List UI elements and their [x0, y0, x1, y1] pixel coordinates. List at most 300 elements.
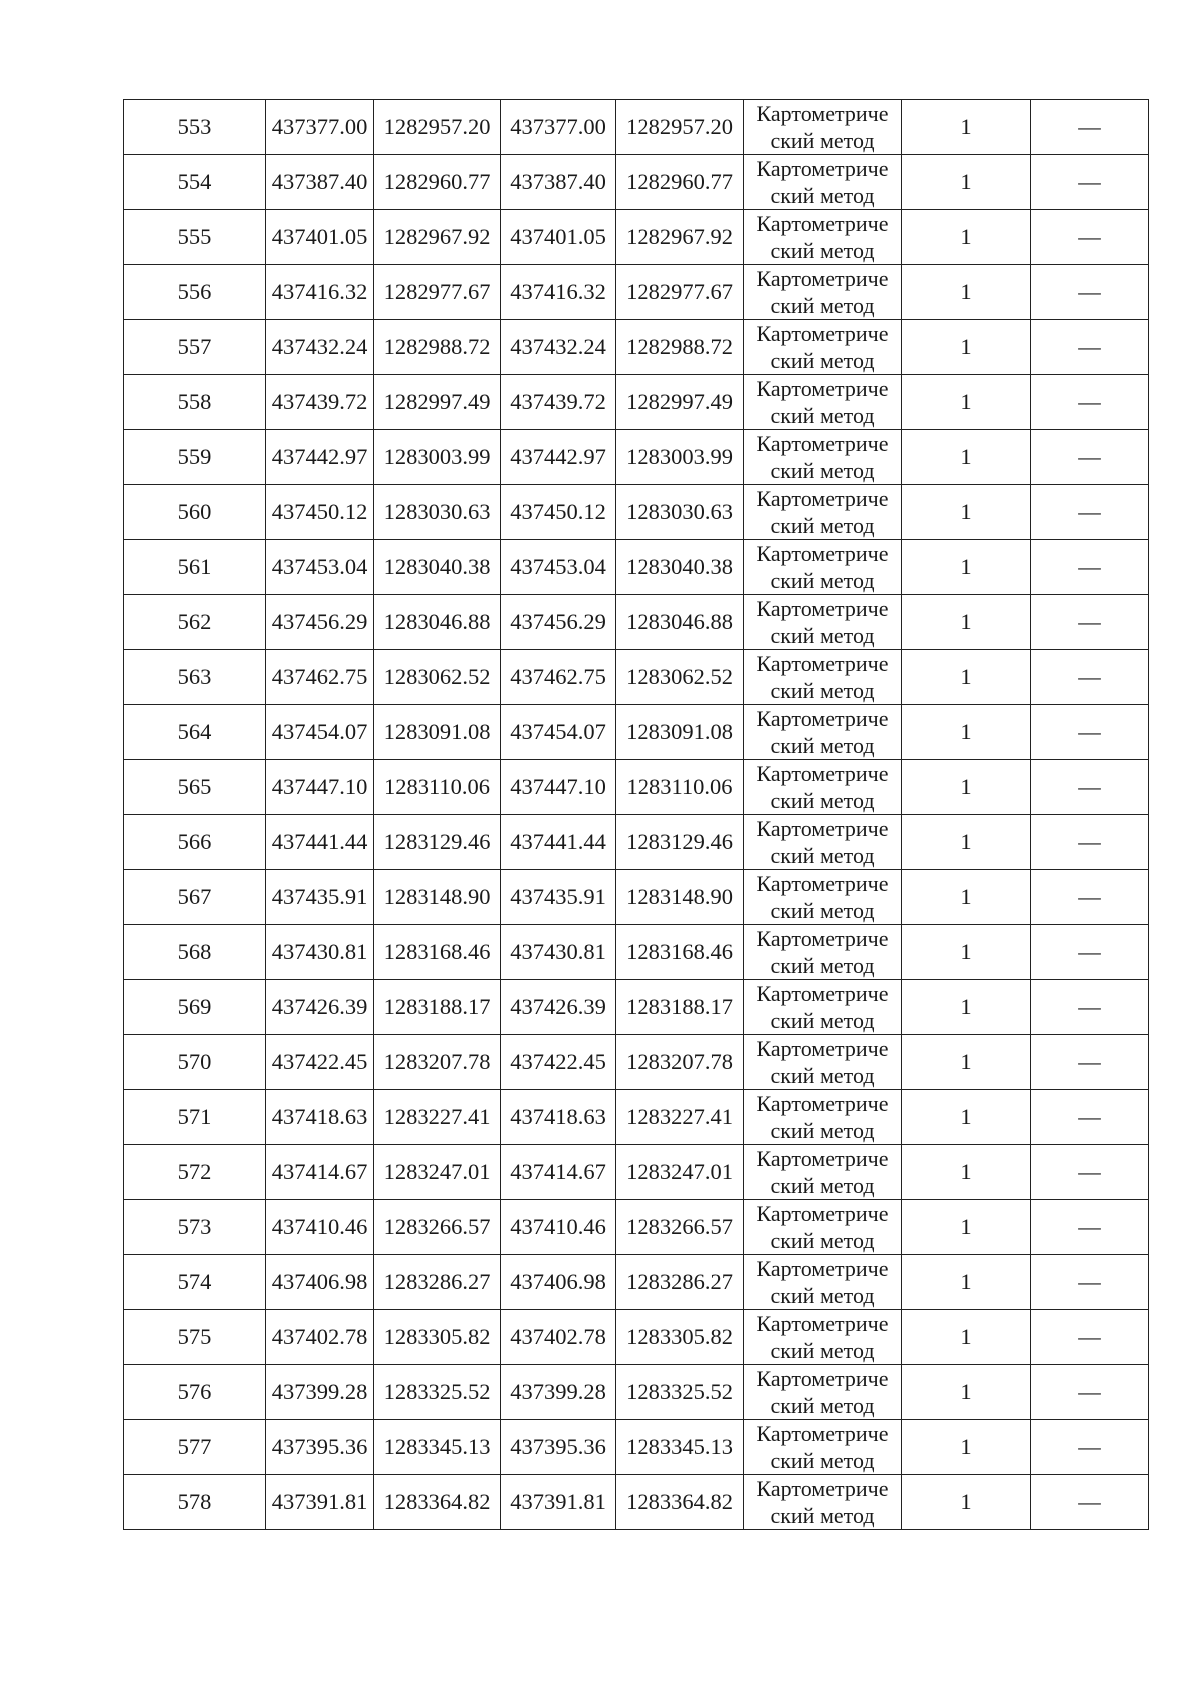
description-cell	[1031, 980, 1149, 1035]
table-row	[124, 870, 1149, 925]
existing-y-cell: 1283040.38	[374, 540, 501, 595]
method-line-1: Картометриче	[756, 1146, 889, 1171]
table-row	[124, 1475, 1149, 1530]
point-number-cell: 566	[124, 815, 266, 870]
method-line-2: ский метод	[770, 1283, 875, 1308]
description-cell	[1031, 815, 1149, 870]
coordinates-table-body	[124, 100, 1149, 1530]
new-y-cell: 1283110.06	[616, 760, 744, 815]
accuracy-cell: 1	[902, 705, 1031, 760]
new-x-cell: 437435.91	[501, 870, 616, 925]
existing-y-cell: 1283247.01	[374, 1145, 501, 1200]
table-row	[124, 155, 1149, 210]
accuracy-cell: 1	[902, 1255, 1031, 1310]
new-y-cell: 1283148.90	[616, 870, 744, 925]
accuracy-cell: 1	[902, 100, 1031, 155]
method-cell	[744, 1090, 902, 1145]
existing-x-cell: 437430.81	[266, 925, 374, 980]
new-y-cell: 1283247.01	[616, 1145, 744, 1200]
method-line-2: ский метод	[770, 788, 875, 813]
table-row	[124, 1200, 1149, 1255]
method-line-1: Картометриче	[756, 541, 889, 566]
point-number-cell: 572	[124, 1145, 266, 1200]
existing-x-cell: 437426.39	[266, 980, 374, 1035]
new-x-cell: 437395.36	[501, 1420, 616, 1475]
method-line-1: Картометриче	[756, 321, 889, 346]
description-cell	[1031, 1145, 1149, 1200]
method-cell	[744, 1200, 902, 1255]
description-cell	[1031, 1475, 1149, 1530]
description-dash: —	[1078, 829, 1101, 854]
existing-x-cell: 437377.00	[266, 100, 374, 155]
method-cell	[744, 870, 902, 925]
method-line-1: Картометриче	[756, 376, 889, 401]
method-cell	[744, 1145, 902, 1200]
table-row	[124, 760, 1149, 815]
accuracy-cell: 1	[902, 1145, 1031, 1200]
table-row	[124, 980, 1149, 1035]
existing-y-cell: 1283325.52	[374, 1365, 501, 1420]
description-cell	[1031, 760, 1149, 815]
point-number-cell: 564	[124, 705, 266, 760]
method-cell	[744, 1035, 902, 1090]
method-line-1: Картометриче	[756, 871, 889, 896]
accuracy-cell: 1	[902, 925, 1031, 980]
method-cell	[744, 485, 902, 540]
table-row	[124, 1035, 1149, 1090]
method-line-2: ский метод	[770, 1448, 875, 1473]
new-x-cell: 437441.44	[501, 815, 616, 870]
new-y-cell: 1283062.52	[616, 650, 744, 705]
method-line-1: Картометриче	[756, 156, 889, 181]
method-line-1: Картометриче	[756, 1476, 889, 1501]
description-cell	[1031, 870, 1149, 925]
existing-y-cell: 1283168.46	[374, 925, 501, 980]
method-line-2: ский метод	[770, 623, 875, 648]
method-line-2: ский метод	[770, 1173, 875, 1198]
description-dash: —	[1078, 224, 1101, 249]
method-line-1: Картометриче	[756, 981, 889, 1006]
existing-x-cell: 437406.98	[266, 1255, 374, 1310]
method-cell	[744, 375, 902, 430]
existing-x-cell: 437391.81	[266, 1475, 374, 1530]
new-x-cell: 437439.72	[501, 375, 616, 430]
new-x-cell: 437399.28	[501, 1365, 616, 1420]
existing-x-cell: 437387.40	[266, 155, 374, 210]
description-dash: —	[1078, 719, 1101, 744]
method-line-2: ский метод	[770, 843, 875, 868]
method-line-1: Картометриче	[756, 1091, 889, 1116]
existing-x-cell: 437450.12	[266, 485, 374, 540]
point-number-cell: 575	[124, 1310, 266, 1365]
point-number-cell: 567	[124, 870, 266, 925]
new-x-cell: 437410.46	[501, 1200, 616, 1255]
accuracy-cell: 1	[902, 980, 1031, 1035]
method-line-1: Картометриче	[756, 651, 889, 676]
existing-y-cell: 1283305.82	[374, 1310, 501, 1365]
existing-x-cell: 437435.91	[266, 870, 374, 925]
existing-y-cell: 1283062.52	[374, 650, 501, 705]
new-x-cell: 437401.05	[501, 210, 616, 265]
existing-x-cell: 437418.63	[266, 1090, 374, 1145]
existing-x-cell: 437456.29	[266, 595, 374, 650]
new-y-cell: 1283364.82	[616, 1475, 744, 1530]
existing-x-cell: 437401.05	[266, 210, 374, 265]
existing-y-cell: 1282977.67	[374, 265, 501, 320]
table-row	[124, 485, 1149, 540]
existing-y-cell: 1283227.41	[374, 1090, 501, 1145]
method-cell	[744, 650, 902, 705]
table-row	[124, 210, 1149, 265]
accuracy-cell: 1	[902, 1035, 1031, 1090]
new-x-cell: 437426.39	[501, 980, 616, 1035]
new-x-cell: 437422.45	[501, 1035, 616, 1090]
description-cell	[1031, 430, 1149, 485]
table-row	[124, 540, 1149, 595]
new-y-cell: 1283188.17	[616, 980, 744, 1035]
new-x-cell: 437391.81	[501, 1475, 616, 1530]
accuracy-cell: 1	[902, 650, 1031, 705]
new-y-cell: 1282997.49	[616, 375, 744, 430]
point-number-cell: 560	[124, 485, 266, 540]
point-number-cell: 562	[124, 595, 266, 650]
description-dash: —	[1078, 114, 1101, 139]
description-cell	[1031, 705, 1149, 760]
point-number-cell: 577	[124, 1420, 266, 1475]
method-cell	[744, 540, 902, 595]
method-line-1: Картометриче	[756, 596, 889, 621]
method-line-2: ский метод	[770, 293, 875, 318]
description-cell	[1031, 155, 1149, 210]
existing-x-cell: 437399.28	[266, 1365, 374, 1420]
new-x-cell: 437432.24	[501, 320, 616, 375]
existing-y-cell: 1283364.82	[374, 1475, 501, 1530]
existing-x-cell: 437410.46	[266, 1200, 374, 1255]
description-dash: —	[1078, 334, 1101, 359]
new-y-cell: 1283266.57	[616, 1200, 744, 1255]
method-cell	[744, 1365, 902, 1420]
accuracy-cell: 1	[902, 540, 1031, 595]
method-line-1: Картометриче	[756, 1311, 889, 1336]
new-y-cell: 1283207.78	[616, 1035, 744, 1090]
existing-x-cell: 437422.45	[266, 1035, 374, 1090]
description-dash: —	[1078, 1489, 1101, 1514]
new-y-cell: 1283046.88	[616, 595, 744, 650]
method-cell	[744, 815, 902, 870]
method-line-2: ский метод	[770, 568, 875, 593]
point-number-cell: 574	[124, 1255, 266, 1310]
accuracy-cell: 1	[902, 210, 1031, 265]
description-dash: —	[1078, 664, 1101, 689]
new-y-cell: 1282957.20	[616, 100, 744, 155]
existing-y-cell: 1283286.27	[374, 1255, 501, 1310]
description-cell	[1031, 485, 1149, 540]
point-number-cell: 561	[124, 540, 266, 595]
description-dash: —	[1078, 554, 1101, 579]
table-row	[124, 705, 1149, 760]
new-y-cell: 1283091.08	[616, 705, 744, 760]
method-cell	[744, 100, 902, 155]
method-cell	[744, 1255, 902, 1310]
new-y-cell: 1283227.41	[616, 1090, 744, 1145]
method-line-1: Картометриче	[756, 706, 889, 731]
new-y-cell: 1283129.46	[616, 815, 744, 870]
description-cell	[1031, 1255, 1149, 1310]
point-number-cell: 578	[124, 1475, 266, 1530]
new-x-cell: 437430.81	[501, 925, 616, 980]
existing-y-cell: 1283266.57	[374, 1200, 501, 1255]
point-number-cell: 555	[124, 210, 266, 265]
description-dash: —	[1078, 1214, 1101, 1239]
method-line-2: ский метод	[770, 953, 875, 978]
description-cell	[1031, 540, 1149, 595]
accuracy-cell: 1	[902, 760, 1031, 815]
point-number-cell: 557	[124, 320, 266, 375]
method-line-2: ский метод	[770, 1338, 875, 1363]
method-line-1: Картометриче	[756, 816, 889, 841]
existing-x-cell: 437395.36	[266, 1420, 374, 1475]
method-line-1: Картометриче	[756, 211, 889, 236]
method-cell	[744, 210, 902, 265]
existing-x-cell: 437414.67	[266, 1145, 374, 1200]
method-line-2: ский метод	[770, 733, 875, 758]
table-row	[124, 650, 1149, 705]
existing-y-cell: 1283345.13	[374, 1420, 501, 1475]
method-line-2: ский метод	[770, 1503, 875, 1528]
new-y-cell: 1282967.92	[616, 210, 744, 265]
table-row	[124, 1365, 1149, 1420]
method-cell	[744, 980, 902, 1035]
new-y-cell: 1283168.46	[616, 925, 744, 980]
accuracy-cell: 1	[902, 1090, 1031, 1145]
description-cell	[1031, 1420, 1149, 1475]
method-cell	[744, 430, 902, 485]
accuracy-cell: 1	[902, 1475, 1031, 1530]
description-cell	[1031, 375, 1149, 430]
method-line-2: ский метод	[770, 1228, 875, 1253]
description-dash: —	[1078, 774, 1101, 799]
method-line-1: Картометриче	[756, 431, 889, 456]
description-dash: —	[1078, 444, 1101, 469]
description-cell	[1031, 320, 1149, 375]
new-x-cell: 437456.29	[501, 595, 616, 650]
description-cell	[1031, 595, 1149, 650]
accuracy-cell: 1	[902, 485, 1031, 540]
method-cell	[744, 760, 902, 815]
method-cell	[744, 265, 902, 320]
existing-y-cell: 1282960.77	[374, 155, 501, 210]
new-x-cell: 437450.12	[501, 485, 616, 540]
description-dash: —	[1078, 939, 1101, 964]
existing-y-cell: 1283030.63	[374, 485, 501, 540]
description-cell	[1031, 100, 1149, 155]
existing-y-cell: 1283110.06	[374, 760, 501, 815]
method-line-2: ский метод	[770, 1393, 875, 1418]
existing-x-cell: 437432.24	[266, 320, 374, 375]
table-row	[124, 320, 1149, 375]
table-row	[124, 925, 1149, 980]
table-row	[124, 595, 1149, 650]
method-line-1: Картометриче	[756, 761, 889, 786]
method-line-2: ский метод	[770, 458, 875, 483]
new-x-cell: 437416.32	[501, 265, 616, 320]
existing-x-cell: 437442.97	[266, 430, 374, 485]
description-dash: —	[1078, 279, 1101, 304]
existing-y-cell: 1283188.17	[374, 980, 501, 1035]
table-row	[124, 100, 1149, 155]
method-line-1: Картометриче	[756, 1421, 889, 1446]
method-line-1: Картометриче	[756, 266, 889, 291]
existing-y-cell: 1282997.49	[374, 375, 501, 430]
point-number-cell: 558	[124, 375, 266, 430]
description-cell	[1031, 210, 1149, 265]
method-line-2: ский метод	[770, 1118, 875, 1143]
new-x-cell: 437406.98	[501, 1255, 616, 1310]
new-x-cell: 437377.00	[501, 100, 616, 155]
existing-x-cell: 437454.07	[266, 705, 374, 760]
existing-y-cell: 1283003.99	[374, 430, 501, 485]
new-y-cell: 1282988.72	[616, 320, 744, 375]
existing-y-cell: 1283046.88	[374, 595, 501, 650]
method-cell	[744, 925, 902, 980]
description-dash: —	[1078, 1434, 1101, 1459]
method-line-1: Картометриче	[756, 926, 889, 951]
point-number-cell: 568	[124, 925, 266, 980]
point-number-cell: 554	[124, 155, 266, 210]
existing-y-cell: 1282988.72	[374, 320, 501, 375]
method-line-1: Картометриче	[756, 486, 889, 511]
existing-x-cell: 437462.75	[266, 650, 374, 705]
existing-x-cell: 437441.44	[266, 815, 374, 870]
method-line-1: Картометриче	[756, 101, 889, 126]
accuracy-cell: 1	[902, 430, 1031, 485]
table-row	[124, 375, 1149, 430]
existing-y-cell: 1282957.20	[374, 100, 501, 155]
description-dash: —	[1078, 499, 1101, 524]
point-number-cell: 571	[124, 1090, 266, 1145]
table-row	[124, 1145, 1149, 1200]
new-x-cell: 437442.97	[501, 430, 616, 485]
accuracy-cell: 1	[902, 595, 1031, 650]
table-row	[124, 815, 1149, 870]
accuracy-cell: 1	[902, 155, 1031, 210]
accuracy-cell: 1	[902, 1365, 1031, 1420]
point-number-cell: 556	[124, 265, 266, 320]
description-dash: —	[1078, 884, 1101, 909]
method-cell	[744, 1420, 902, 1475]
method-cell	[744, 1475, 902, 1530]
description-dash: —	[1078, 1049, 1101, 1074]
method-line-2: ский метод	[770, 1008, 875, 1033]
new-y-cell: 1283325.52	[616, 1365, 744, 1420]
point-number-cell: 559	[124, 430, 266, 485]
description-cell	[1031, 650, 1149, 705]
new-y-cell: 1283305.82	[616, 1310, 744, 1365]
new-x-cell: 437462.75	[501, 650, 616, 705]
table-row	[124, 1255, 1149, 1310]
new-x-cell: 437414.67	[501, 1145, 616, 1200]
new-x-cell: 437453.04	[501, 540, 616, 595]
method-line-2: ский метод	[770, 898, 875, 923]
description-dash: —	[1078, 1379, 1101, 1404]
method-line-1: Картометриче	[756, 1256, 889, 1281]
new-y-cell: 1282977.67	[616, 265, 744, 320]
new-y-cell: 1283345.13	[616, 1420, 744, 1475]
description-dash: —	[1078, 1269, 1101, 1294]
method-cell	[744, 155, 902, 210]
description-dash: —	[1078, 1324, 1101, 1349]
existing-x-cell: 437416.32	[266, 265, 374, 320]
description-dash: —	[1078, 169, 1101, 194]
accuracy-cell: 1	[902, 1420, 1031, 1475]
new-x-cell: 437447.10	[501, 760, 616, 815]
point-number-cell: 553	[124, 100, 266, 155]
new-x-cell: 437418.63	[501, 1090, 616, 1145]
method-line-2: ский метод	[770, 128, 875, 153]
existing-x-cell: 437453.04	[266, 540, 374, 595]
accuracy-cell: 1	[902, 320, 1031, 375]
method-line-2: ский метод	[770, 513, 875, 538]
description-dash: —	[1078, 994, 1101, 1019]
method-line-2: ский метод	[770, 238, 875, 263]
method-line-1: Картометриче	[756, 1366, 889, 1391]
description-cell	[1031, 925, 1149, 980]
table-row	[124, 430, 1149, 485]
existing-y-cell: 1283207.78	[374, 1035, 501, 1090]
new-x-cell: 437387.40	[501, 155, 616, 210]
method-cell	[744, 595, 902, 650]
new-x-cell: 437402.78	[501, 1310, 616, 1365]
description-dash: —	[1078, 1104, 1101, 1129]
accuracy-cell: 1	[902, 1310, 1031, 1365]
existing-y-cell: 1283129.46	[374, 815, 501, 870]
existing-x-cell: 437402.78	[266, 1310, 374, 1365]
method-line-1: Картометриче	[756, 1036, 889, 1061]
method-cell	[744, 320, 902, 375]
description-dash: —	[1078, 609, 1101, 634]
new-x-cell: 437454.07	[501, 705, 616, 760]
existing-y-cell: 1282967.92	[374, 210, 501, 265]
method-line-1: Картометриче	[756, 1201, 889, 1226]
description-cell	[1031, 1090, 1149, 1145]
point-number-cell: 565	[124, 760, 266, 815]
description-cell	[1031, 1035, 1149, 1090]
accuracy-cell: 1	[902, 1200, 1031, 1255]
point-number-cell: 569	[124, 980, 266, 1035]
point-number-cell: 563	[124, 650, 266, 705]
description-cell	[1031, 1310, 1149, 1365]
accuracy-cell: 1	[902, 265, 1031, 320]
description-dash: —	[1078, 1159, 1101, 1184]
existing-y-cell: 1283148.90	[374, 870, 501, 925]
new-y-cell: 1283286.27	[616, 1255, 744, 1310]
point-number-cell: 570	[124, 1035, 266, 1090]
description-cell	[1031, 1365, 1149, 1420]
new-y-cell: 1283030.63	[616, 485, 744, 540]
existing-y-cell: 1283091.08	[374, 705, 501, 760]
method-line-2: ский метод	[770, 678, 875, 703]
method-cell	[744, 1310, 902, 1365]
existing-x-cell: 437439.72	[266, 375, 374, 430]
method-cell	[744, 705, 902, 760]
point-number-cell: 576	[124, 1365, 266, 1420]
accuracy-cell: 1	[902, 375, 1031, 430]
method-line-2: ский метод	[770, 403, 875, 428]
method-line-2: ский метод	[770, 348, 875, 373]
new-y-cell: 1283003.99	[616, 430, 744, 485]
method-line-2: ский метод	[770, 183, 875, 208]
description-dash: —	[1078, 389, 1101, 414]
